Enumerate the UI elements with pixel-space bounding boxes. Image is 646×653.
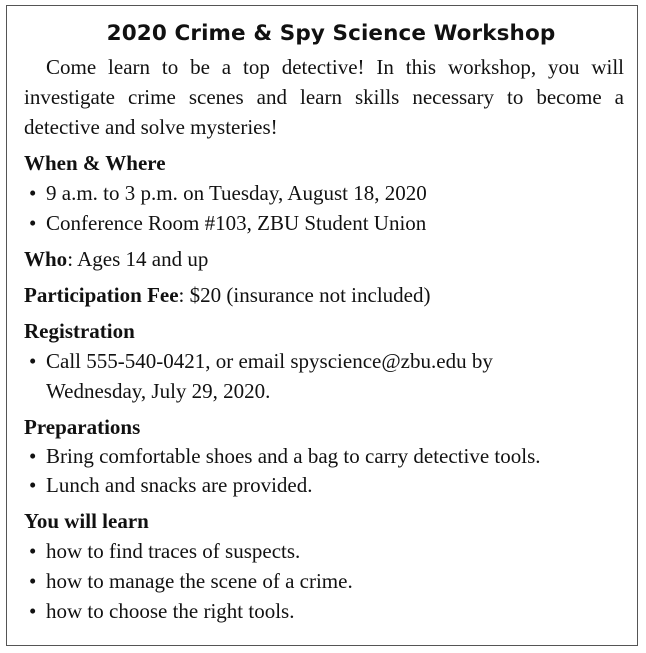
list-item: [24, 208, 624, 238]
fee-value: : $20 (insurance not included): [178, 283, 431, 307]
list-item-text: how to find traces of suspects.: [46, 539, 301, 563]
section-when-where: [24, 148, 624, 238]
list-item: [24, 442, 624, 471]
preparations-list: [24, 442, 624, 500]
section-learn: [24, 506, 624, 626]
fee-label: Participation Fee: [24, 283, 179, 307]
notice-title: 2020 Crime & Spy Science Workshop: [106, 21, 556, 46]
section-fee: [24, 280, 624, 310]
list-item-text: Conference Room #103, ZBU Student Union: [46, 211, 427, 235]
intro-paragraph: Come learn to be a top detective! In this workshop, you will investigate crime scenes and learn skills necessary to become a detective and solve mysteries!: [24, 55, 624, 139]
bullet-icon: •: [29, 473, 37, 497]
bullet-icon: •: [29, 569, 37, 593]
list-item-text: Call 555-540-0421, or email spyscience@zbu.edu by Wednesday, July 29, 2020.: [46, 349, 493, 403]
list-item: [24, 536, 624, 566]
section-who: [24, 244, 624, 274]
bullet-icon: •: [29, 539, 37, 563]
registration-heading: Registration: [24, 319, 135, 343]
bullet-icon: •: [29, 599, 37, 623]
list-item-text: how to choose the right tools.: [46, 599, 295, 623]
who-label: Who: [24, 247, 68, 271]
registration-list: [24, 346, 624, 406]
section-registration: [24, 316, 624, 406]
bullet-icon: •: [29, 211, 37, 235]
who-value: : Ages 14 and up: [67, 247, 209, 271]
when-where-heading: When & Where: [24, 151, 166, 175]
bullet-icon: •: [29, 349, 37, 373]
bullet-icon: •: [29, 181, 37, 205]
learn-list: [24, 536, 624, 626]
when-where-list: [24, 178, 624, 238]
list-item-text: 9 a.m. to 3 p.m. on Tuesday, August 18, 2020: [46, 181, 427, 205]
list-item: [24, 596, 624, 626]
list-item-text: Bring comfortable shoes and a bag to carry detective tools.: [46, 444, 541, 468]
list-item: [24, 566, 624, 596]
list-item: [24, 346, 624, 406]
list-item-text: Lunch and snacks are provided.: [46, 473, 313, 497]
list-item: [24, 471, 624, 500]
list-item: [24, 178, 624, 208]
section-preparations: [24, 412, 624, 500]
list-item-text: how to manage the scene of a crime.: [46, 569, 353, 593]
bullet-icon: •: [29, 444, 37, 468]
learn-heading: You will learn: [24, 509, 149, 533]
preparations-heading: Preparations: [24, 415, 141, 439]
notice-content: [24, 20, 624, 626]
